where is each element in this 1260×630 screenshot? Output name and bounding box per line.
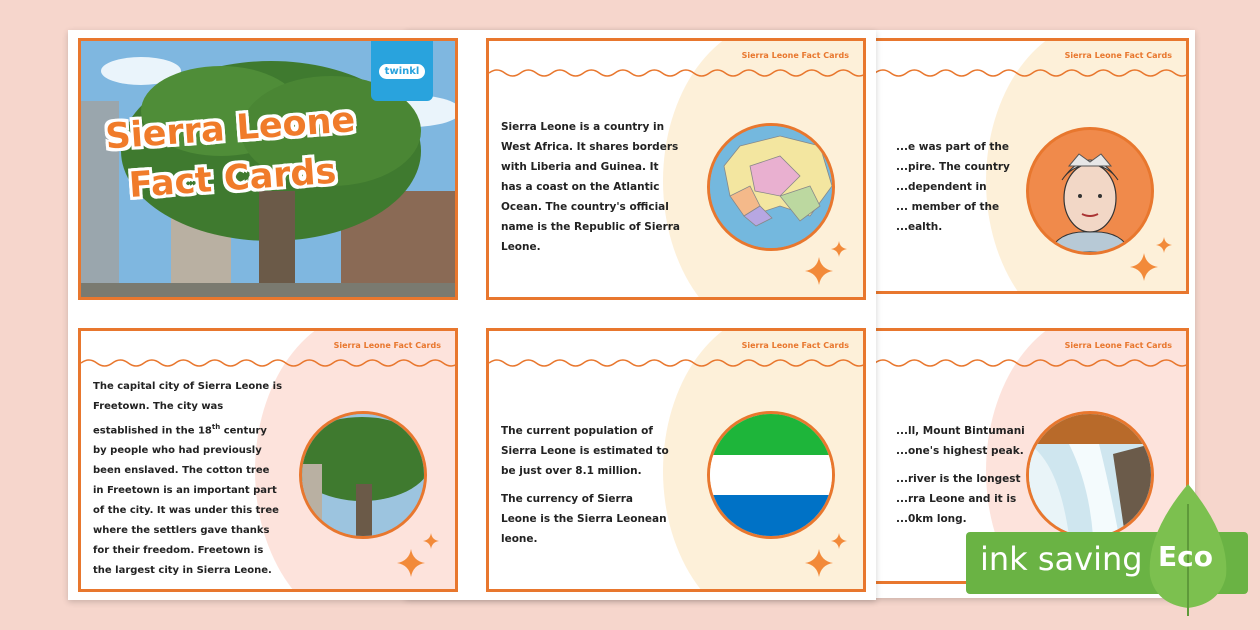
nature-line: ...one's highest peak. — [896, 445, 1024, 457]
capital-fact-card — [78, 328, 458, 592]
flag-white-stripe — [710, 455, 832, 495]
card-header: Sierra Leone Fact Cards — [741, 341, 849, 350]
card-header: Sierra Leone Fact Cards — [1064, 341, 1172, 350]
population-fact-card — [486, 328, 866, 592]
history-line: ...dependent in — [896, 181, 987, 193]
nature-line: ...rra Leone and it is — [896, 493, 1017, 505]
population-paragraph: The current population of Sierra Leone is estimated to be just over 8.1 million. — [501, 425, 669, 477]
nature-line — [896, 461, 1036, 469]
title-line-2: Fact Cards — [127, 151, 338, 207]
sparkle-icon — [805, 533, 849, 577]
history-line: ...e was part of the — [896, 141, 1009, 153]
nature-line: ...ll, Mount Bintumani — [896, 425, 1025, 437]
history-line: ...ealth. — [896, 221, 943, 233]
capital-paragraph: The capital city of Sierra Leone is Freetown. The city was established in the 18th century by people who had previously been enslaved. The cotton tree in Freetown is an important part of the city. It was under this tree where the settlers gave thanks for their freedom. Freetown is the largest city in Sierra Leone. — [93, 381, 283, 577]
nature-line: ...0km long. — [896, 513, 967, 525]
logo-text: twinkl — [379, 64, 426, 79]
population-text — [501, 421, 671, 557]
card-header: Sierra Leone Fact Cards — [741, 51, 849, 60]
nature-text — [896, 421, 1036, 529]
cover-card — [78, 38, 458, 300]
sparkle-icon — [805, 241, 849, 285]
nature-line: ...river is the longest — [896, 473, 1021, 485]
ink-saving-label: ink saving — [980, 540, 1143, 578]
geography-paragraph: Sierra Leone is a country in West Africa. It shares borders with Liberia and Guinea. It has a coast on the Atlantic Ocean. The country's official name is the Republic of Sierra Leone. — [501, 121, 681, 253]
history-line: ...pire. The country — [896, 161, 1010, 173]
title-line-1: Sierra Leone — [104, 100, 357, 158]
front-sheet — [68, 30, 876, 600]
west-africa-map-image — [707, 123, 835, 251]
queen-portrait-image — [1026, 127, 1154, 255]
waterfall-image — [1026, 411, 1154, 539]
geography-fact-card — [486, 38, 866, 300]
sparkle-icon — [1130, 237, 1174, 281]
card-header: Sierra Leone Fact Cards — [1064, 51, 1172, 60]
card-header: Sierra Leone Fact Cards — [333, 341, 441, 350]
sparkle-icon — [397, 533, 441, 577]
wavy-divider — [489, 67, 863, 79]
wavy-divider — [81, 357, 455, 369]
wavy-divider — [489, 357, 863, 369]
eco-label: Eco — [1158, 540, 1213, 573]
cotton-tree-image — [299, 411, 427, 539]
currency-paragraph: The currency of Sierra Leone is the Sierra Leonean leone. — [501, 493, 667, 545]
geography-text — [501, 117, 681, 265]
capital-text — [93, 377, 283, 589]
history-line: ... member of the — [896, 201, 1000, 213]
sierra-leone-flag-image — [707, 411, 835, 539]
